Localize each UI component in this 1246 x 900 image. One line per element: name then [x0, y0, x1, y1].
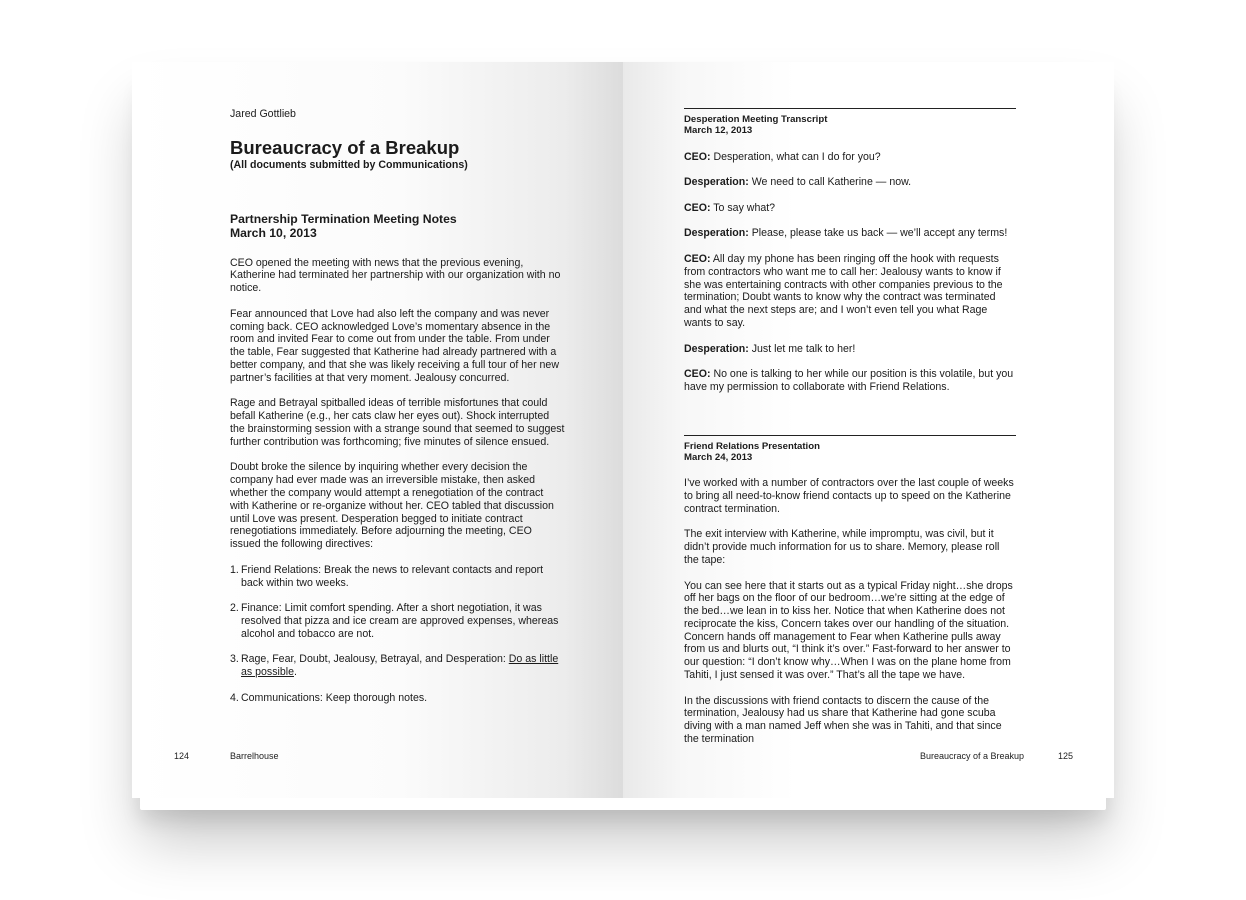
list-number: 1.: [230, 563, 239, 576]
transcript-line: [684, 343, 1016, 356]
speaker-text: Please, please take us back — we’ll accept any terms!: [751, 227, 1008, 240]
transcript-line: [684, 227, 1016, 240]
paragraph: Fear announced that Love had also left the company and was never coming back. CEO acknowledged Love’s momentary absence in the room and invited Fear to come out from under the table. From under the table, Fear suggested that Katherine had already partnered with a better company, and that she was likely receiving a full tour of her new partner’s facilities at that very moment. Jealousy concurred.: [230, 307, 559, 384]
speaker-text: All day my phone has been ringing off the hook with requests from contractors who want me to call her: Jealousy wants to know if she was entertaining contracts with other companies previous to the termination; Doubt wants to know why the contract was terminated and what the next steps are; and I won’t even tell you what Rage wants to say.: [684, 252, 1003, 329]
section-rule: [684, 108, 1016, 109]
list-item-text: Finance: Limit comfort spending. After a short negotiation, it was resolved that pizza and ice cream are approved expenses, whereas alcohol and tobacco are not.: [241, 602, 559, 640]
presentation-heading-title: Friend Relations Presentation: [684, 440, 820, 452]
paragraph: In the discussions with friend contacts to discern the cause of the termination, Jealousy had us share that Katherine had gone scuba diving with a man named Jeff when she was in Tahiti, and that since the termination: [684, 694, 1002, 746]
presentation-heading-date: March 24, 2013: [684, 451, 753, 463]
speaker-label: CEO:: [684, 368, 711, 381]
speaker-label: CEO:: [684, 150, 711, 163]
transcript-line: [684, 176, 1016, 189]
list-number: 2.: [230, 602, 239, 615]
list-number: 4.: [230, 691, 239, 704]
transcript-heading-title: Desperation Meeting Transcript: [684, 114, 828, 125]
list-item-text: Rage, Fear, Doubt, Jealousy, Betrayal, and Desperation:: [241, 653, 509, 666]
speaker-label: CEO:: [684, 252, 711, 265]
section-heading-date: March 10, 2013: [230, 225, 317, 240]
list-item: [230, 653, 565, 679]
list-item: [230, 564, 565, 590]
right-page: [623, 62, 1114, 798]
speaker-text: Just let me talk to her!: [751, 342, 856, 355]
paragraph: Rage and Betrayal spitballed ideas of terrible misfortunes that could befall Katherine (e.g., her cats claw her eyes out). Shock interrupted the brainstorming session with a strange sound that seemed to suggest further contribution was forthcoming; five minutes of silence ensued.: [230, 397, 565, 448]
section-heading: [230, 212, 565, 240]
running-title-left: Barrelhouse: [230, 751, 279, 761]
list-item: [230, 602, 565, 640]
paragraph: Doubt broke the silence by inquiring whether every decision the company had ever made was an irreversible mistake, then asked whether the company would attempt a renegotiation of the contract with Katherine or re-organize without her. CEO tabled that discussion until Love was present. Desperation begged to initiate contract renegotiations immediately. Before adjourning the meeting, CEO issued the following directives:: [230, 461, 554, 551]
article-title: Bureaucracy of a Breakup: [230, 136, 460, 158]
right-text-column: [684, 108, 1016, 759]
transcript-line: [684, 253, 1016, 330]
underlined-phrase: Do as little as possible: [241, 653, 559, 679]
speaker-label: Desperation:: [684, 176, 749, 189]
page-number-right: 125: [1058, 751, 1074, 761]
speaker-text: No one is talking to her while our position is this volatile, but you have my permission to collaborate with Friend Relations.: [684, 368, 1014, 393]
list-item-text: Friend Relations: Break the news to relevant contacts and report back within two weeks.: [241, 563, 544, 589]
left-text-column: [230, 108, 565, 717]
list-number: 3.: [230, 653, 239, 666]
transcript-line: [684, 202, 1016, 215]
author-name: Jared Gottlieb: [230, 108, 296, 120]
list-item: [230, 692, 565, 705]
list-item-tail: .: [294, 666, 297, 679]
speaker-text: To say what?: [713, 201, 776, 214]
speaker-label: Desperation:: [684, 227, 749, 240]
presentation-heading: [684, 441, 1016, 464]
transcript-heading-date: March 12, 2013: [684, 125, 753, 137]
paragraph: You can see here that it starts out as a typical Friday night…she drops off her bags on the floor of our bedroom…we’re sitting at the edge of the bed…we lean in to kiss her. Notice that when Katherine does not reciprocate the kiss, Concern takes over our handling of the situation. Concern hands off management to Fear when Katherine pulls away from us and blurts out, “I think it’s over.” Fast-forward to her answer to our question: “I don’t know why…When I was on the plane home from Tahiti, I just sensed it was over.” That’s all the tape we have.: [684, 579, 1013, 682]
paragraph: The exit interview with Katherine, while impromptu, was civil, but it didn’t provide much information for us to share. Memory, please roll the tape:: [684, 528, 1000, 566]
running-title-right: Bureaucracy of a Breakup: [920, 751, 1025, 761]
transcript-line: [684, 151, 1016, 164]
transcript-line: [684, 368, 1016, 394]
section-spacer: [684, 407, 1016, 435]
paragraph: I’ve worked with a number of contractors over the last couple of weeks to bring all need-to-know friend contacts up to speed on the Katherine contract termination.: [684, 477, 1014, 515]
paragraph: CEO opened the meeting with news that the previous evening, Katherine had terminated her partnership with our organization with no notice.: [230, 256, 561, 295]
speaker-label: CEO:: [684, 201, 711, 214]
list-item-text: Communications: Keep thorough notes.: [241, 691, 428, 704]
speaker-text: We need to call Katherine — now.: [751, 176, 912, 189]
page-number-left: 124: [174, 751, 190, 761]
directives-list: [230, 564, 565, 705]
section-rule: [684, 435, 1016, 436]
transcript-heading: [684, 114, 1016, 137]
speaker-text: Desperation, what can I do for you?: [713, 150, 881, 163]
article-subtitle: (All documents submitted by Communications): [230, 158, 468, 171]
speaker-label: Desperation:: [684, 342, 749, 355]
section-heading-title: Partnership Termination Meeting Notes: [230, 211, 457, 226]
left-page: [132, 62, 623, 798]
